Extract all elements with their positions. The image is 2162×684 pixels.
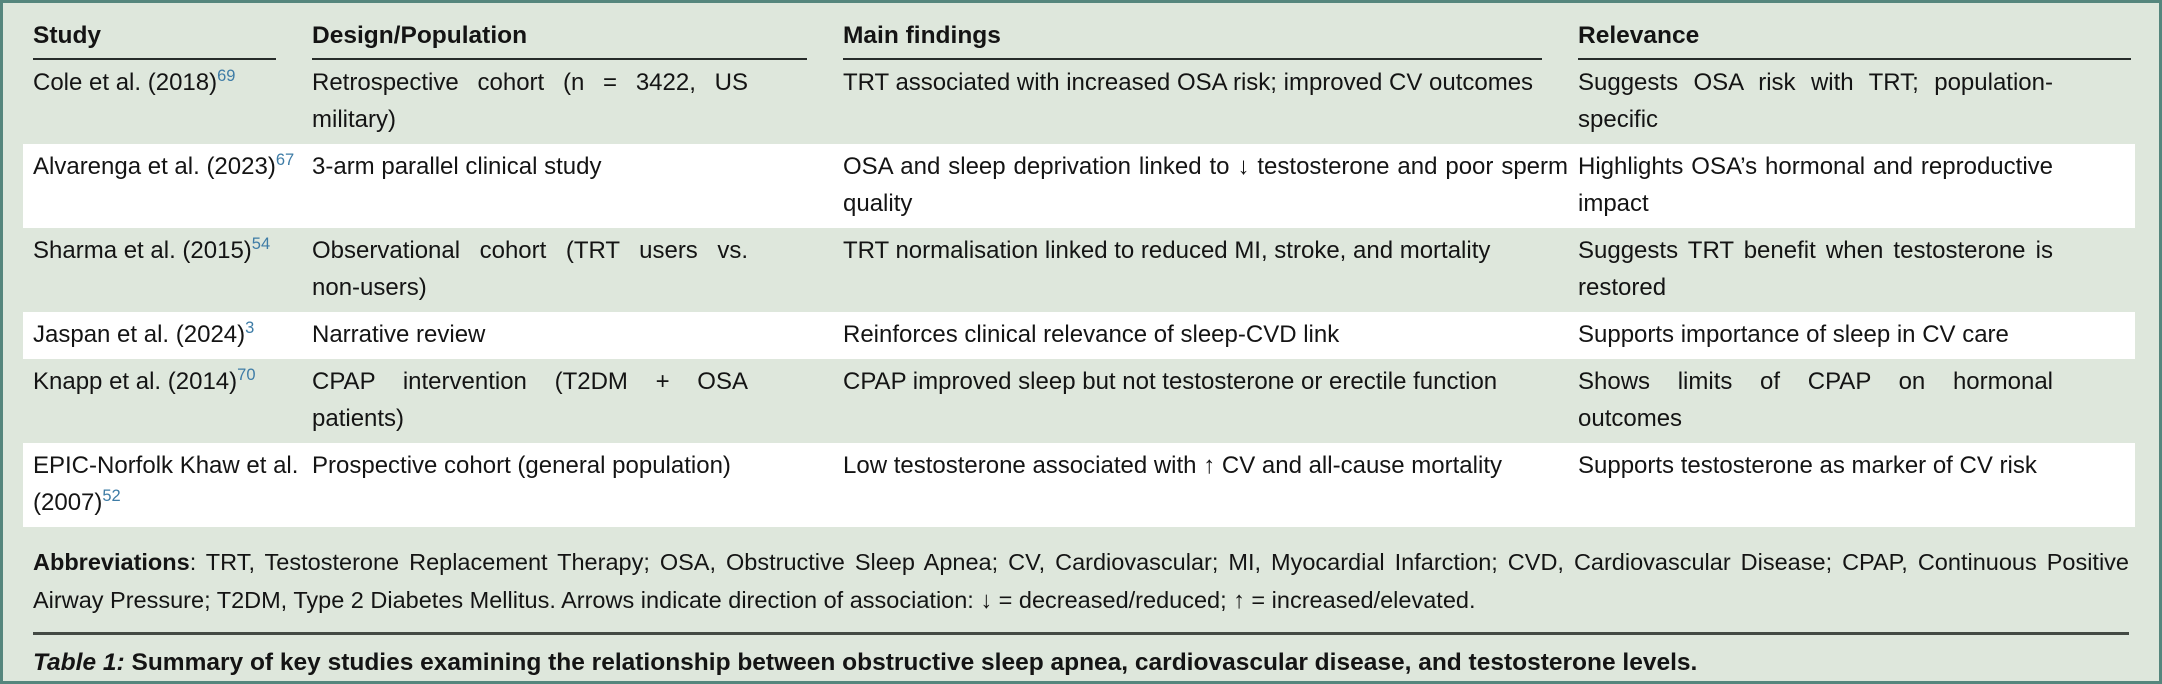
- table-row: [23, 60, 2135, 144]
- table-caption: [33, 646, 2129, 680]
- findings-cell: TRT associated with increased OSA risk; improved CV outcomes: [843, 69, 1534, 96]
- study-cell: [23, 359, 312, 443]
- table-row: [23, 228, 2135, 312]
- table-caption-text: Summary of key studies examining the relationship between obstructive sleep apnea, cardiovascular disease, and testosterone levels.: [124, 648, 1698, 676]
- study-cell: [23, 312, 312, 359]
- relevance-cell: Suggests OSA risk with TRT; population-specific: [1578, 69, 2053, 133]
- reference-superscript-link[interactable]: 67: [275, 151, 295, 169]
- findings-cell: OSA and sleep deprivation linked to ↓ testosterone and poor sperm quality: [843, 153, 1568, 217]
- studies-table: [23, 9, 2135, 527]
- header-row: [23, 9, 2135, 60]
- relevance-cell: Highlights OSA’s hormonal and reproductive impact: [1578, 153, 2053, 217]
- table-row: [23, 144, 2135, 228]
- reference-superscript-link[interactable]: 3: [245, 319, 255, 337]
- design-cell: CPAP intervention (T2DM + OSA patients): [312, 368, 748, 432]
- study-citation: Knapp et al. (2014): [33, 368, 238, 395]
- design-cell: Retrospective cohort (n = 3422, US military): [312, 69, 748, 133]
- caption-divider: [33, 632, 2129, 635]
- abbreviations-note: [33, 543, 2129, 619]
- column-header-study: Study: [23, 9, 312, 60]
- table-row: [23, 312, 2135, 359]
- design-cell: Observational cohort (TRT users vs. non-users): [312, 237, 748, 301]
- abbreviations-label: Abbreviations: [33, 549, 190, 575]
- findings-cell: Reinforces clinical relevance of sleep-CVD link: [843, 321, 1340, 348]
- reference-superscript-link[interactable]: 69: [217, 67, 236, 85]
- study-cell: [23, 443, 312, 527]
- column-header-relevance: Relevance: [1578, 9, 2135, 60]
- relevance-cell: Supports testosterone as marker of CV risk: [1578, 452, 2037, 479]
- column-header-design: Design/Population: [312, 9, 843, 60]
- table-row: [23, 443, 2135, 527]
- relevance-cell: Shows limits of CPAP on hormonal outcomes: [1578, 368, 2053, 432]
- study-citation: Sharma et al. (2015): [33, 237, 252, 264]
- relevance-cell: Supports importance of sleep in CV care: [1578, 321, 2009, 348]
- relevance-cell: Suggests TRT benefit when testosterone is restored: [1578, 237, 2053, 301]
- reference-superscript-link[interactable]: 54: [251, 235, 271, 253]
- study-citation: EPIC-Norfolk Khaw et al. (2007): [33, 452, 299, 516]
- reference-superscript-link[interactable]: 70: [237, 366, 256, 384]
- table-row: [23, 359, 2135, 443]
- study-citation: Jaspan et al. (2024): [33, 321, 246, 348]
- design-cell: 3-arm parallel clinical study: [312, 153, 602, 180]
- study-citation: Cole et al. (2018): [33, 69, 218, 96]
- study-cell: [23, 144, 312, 228]
- findings-cell: TRT normalisation linked to reduced MI, stroke, and mortality: [843, 237, 1491, 264]
- study-cell: [23, 60, 312, 144]
- study-citation: Alvarenga et al. (2023): [33, 153, 276, 180]
- study-cell: [23, 228, 312, 312]
- findings-cell: CPAP improved sleep but not testosterone or erectile function: [843, 368, 1498, 395]
- table-caption-label: Table 1:: [33, 648, 125, 676]
- reference-superscript-link[interactable]: 52: [102, 487, 121, 505]
- findings-cell: Low testosterone associated with ↑ CV and all-cause mortality: [843, 452, 1502, 479]
- column-header-findings: Main findings: [843, 9, 1578, 60]
- abbreviations-text: : TRT, Testosterone Replacement Therapy; OSA, Obstructive Sleep Apnea; CV, Cardiovascular; MI, Myocardial Infarction; CVD, Cardiovascular Disease; CPAP, Continuous Positive Airway Pressure; T2DM, Type 2 Diabetes Mellitus. Arrows indicate direction of association: ↓ = decreased/reduced; ↑ = increased/elevated.: [33, 549, 2129, 613]
- design-cell: Narrative review: [312, 321, 486, 348]
- design-cell: Prospective cohort (general population): [312, 452, 731, 479]
